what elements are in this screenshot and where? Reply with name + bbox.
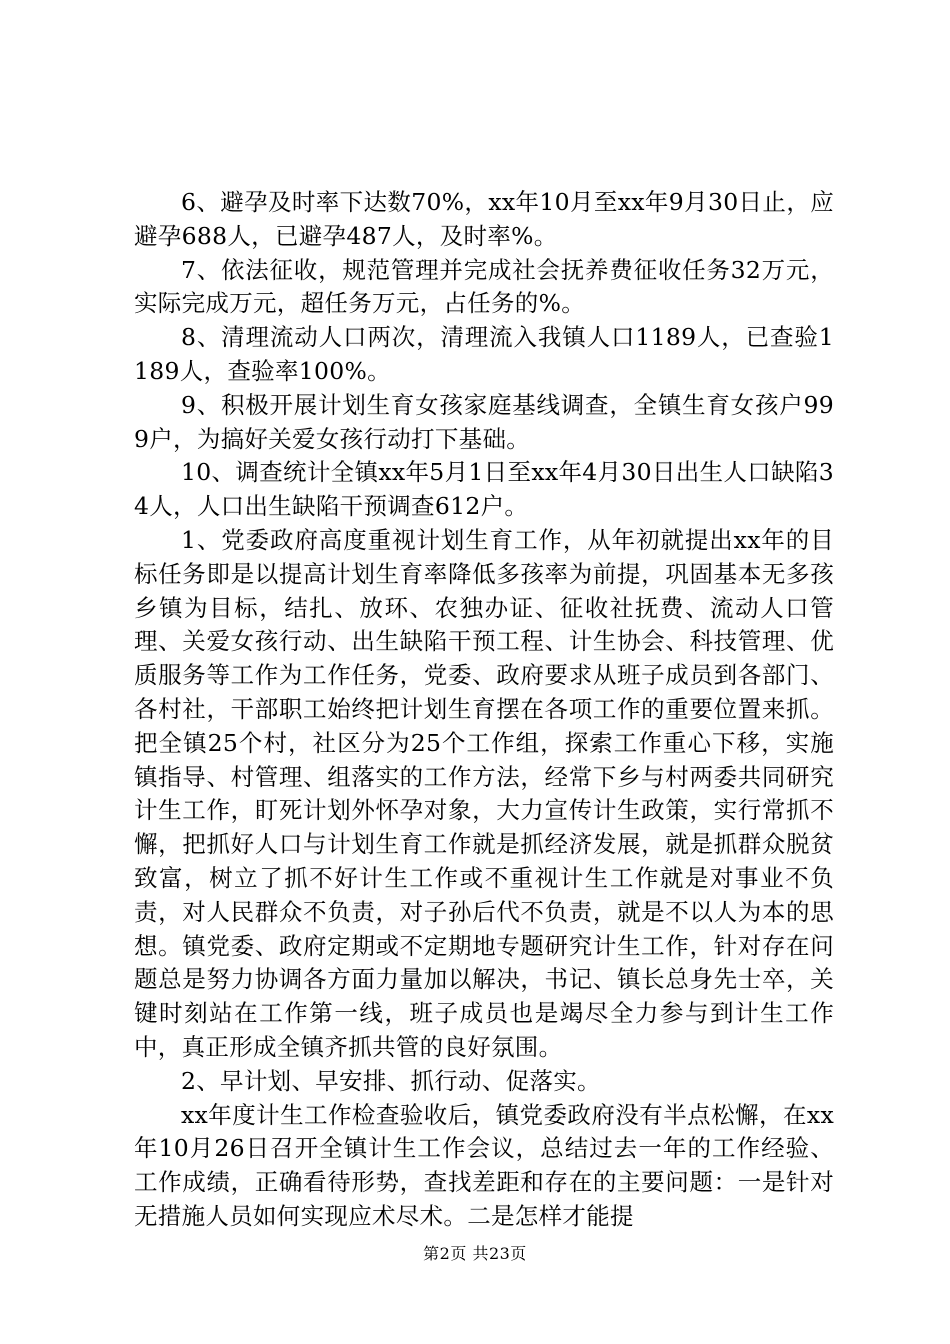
paragraph-item-9: 9、积极开展计划生育女孩家庭基线调查，全镇生育女孩户999户，为搞好关爱女孩行动打下基础。 <box>134 390 834 453</box>
paragraph-item-7: 7、依法征收，规范管理并完成社会抚养费征收任务32万元，实际完成万元，超任务万元，占任务的%。 <box>134 255 834 318</box>
paragraph-section-2-heading: 2、早计划、早安排、抓行动、促落实。 <box>181 1066 601 1095</box>
paragraph-item-8: 8、清理流动人口两次，清理流入我镇人口1189人，已查验1189人，查验率100%。 <box>134 323 834 385</box>
paragraph-section-1: 1、党委政府高度重视计划生育工作，从年初就提出xx年的目标任务即是以提高计划生育率降低多孩率为前提，巩固基本无多孩乡镇为目标，结扎、放环、农独办证、征收社抚费、流动人口管理、关爱女孩行动、出生缺陷干预工程、计生协会、科技管理、优质服务等工作为工作任务，党委、政府要求从班子成员到各部门、各村社，干部职工始终把计划生育摆在各项工作的重要位置来抓。把全镇25个村，社区分为25个工作组，探索工作重心下移，实施镇指导、村管理、组落实的工作方法，经常下乡与村两委共同研究计生工作，盯死计划外怀孕对象，大力宣传计生政策，实行常抓不懈，把抓好人口与计划生育工作就是抓经济发展，就是抓群众脱贫致富，树立了抓不好计生工作或不重视计生工作就是对事业不负责，对人民群众不负责，对子孙后代不负责，就是不以人为本的思想。镇党委、政府定期或不定期地专题研究计生工作，针对存在问题总是努力协调各方面力量加以解决，书记、镇长总身先士卒，关键时刻站在工作第一线，班子成员也是竭尽全力参与到计生工作中，真正形成全镇齐抓共管的良好氛围。 <box>134 525 834 1061</box>
paragraph-item-10: 10、调查统计全镇xx年5月1日至xx年4月30日出生人口缺陷34人，人口出生缺陷干预调查612户。 <box>134 458 834 521</box>
paragraph-section-2-body: xx年度计生工作检查验收后，镇党委政府没有半点松懈，在xx年10月26日召开全镇计生工作会议，总结过去一年的工作经验、工作成绩，正确看待形势，查找差距和存在的主要问题：一是针对无措施人员如何实现应术尽术。二是怎样才能提 <box>134 1100 834 1230</box>
page-number-footer: 第2页 共23页 <box>423 1244 527 1263</box>
paragraph-item-6: 6、避孕及时率下达数70%，xx年10月至xx年9月30日止，应避孕688人，已避孕487人，及时率%。 <box>134 188 834 250</box>
document-body <box>134 186 834 1234</box>
